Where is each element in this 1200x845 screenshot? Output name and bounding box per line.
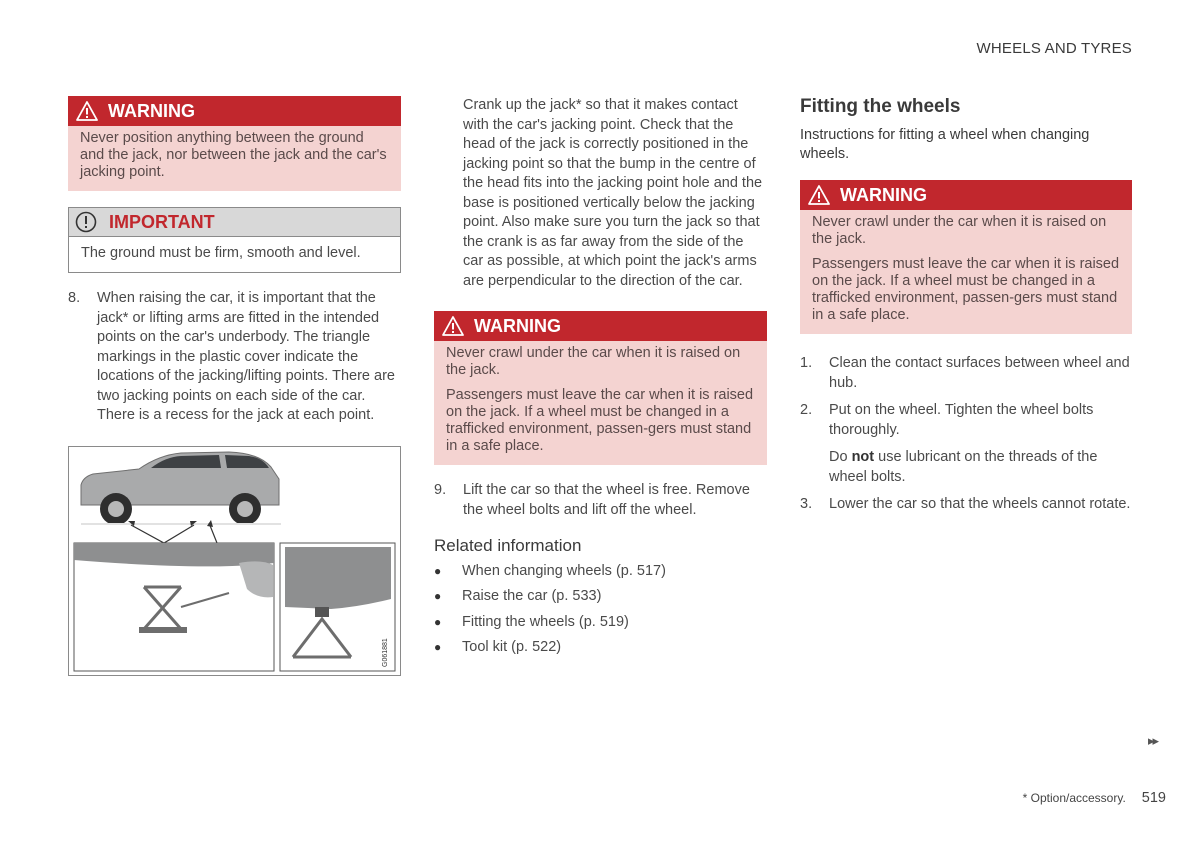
warning-header [68,96,401,126]
related-info-heading: Related information [434,536,582,555]
warning-header [800,180,1132,210]
step-9 [434,481,767,520]
page-footer [1023,790,1166,806]
warning-box [434,311,767,465]
fit-step-2 [800,401,1132,487]
jack-detail-right [280,543,395,671]
important-title: IMPORTANT [109,211,215,232]
warning-text: Never position anything between the ground and the jack, nor between the jack and the car's jacking point. [80,130,387,180]
figure-code: G061881 [382,637,389,667]
warning-triangle-icon [76,101,98,121]
step-number: 3. [800,496,813,512]
step-text: Put on the wheel. Tighten the wheel bolts thoroughly. [829,402,1094,438]
step-note: Do not use lubricant on the threads of the wheel bolts. [829,449,1098,485]
warning-box [800,180,1132,334]
step-text: Clean the contact surfaces between wheel and hub. [829,355,1130,391]
bullet-icon: ● [434,589,442,604]
step-number: 9. [434,482,447,498]
related-link[interactable]: ● Raise the car (p. 533) [434,588,602,605]
section-title: Fitting the wheels [800,96,961,117]
bullet-icon: ● [434,640,442,655]
warning-text-2: Passengers must leave the car when it is raised on the jack. If a wheel must be changed in a trafficked environment, passen-gers must stand in a safe place. [446,387,754,454]
warning-triangle-icon [808,185,830,205]
related-link[interactable]: ● Fitting the wheels (p. 519) [434,613,629,630]
continue-arrow-icon: ▸▸ [1148,733,1158,748]
jacking-figure-drawing [69,447,400,675]
column-right [800,96,1132,515]
warning-text-1: Never crawl under the car when it is raised on the jack. [446,345,741,378]
footnote: * Option/accessory. [1022,791,1126,805]
continued-step-text: Crank up the jack* so that it makes contact with the car's jacking point. Check that the head of the jack is correctly positioned in the jacking point so that the bump in the centre of the head fits into the jacking point hole and the base is positioned vertically below the jacking point. Also make sure you turn the jack so that the crank is as far away from the side of the car as possible, at which point the jack's arms are perpendicular to the direction of the car. [463,97,763,289]
warning-triangle-icon [442,316,464,336]
warning-text-1: Never crawl under the car when it is raised on the jack. [812,214,1107,247]
column-left [68,96,401,676]
step-text: Lift the car so that the wheel is free. Remove the wheel bolts and lift off the wheel. [463,482,750,518]
related-link[interactable]: ● When changing wheels (p. 517) [434,562,666,579]
related-link[interactable]: ● Tool kit (p. 522) [434,639,562,656]
car-illustration [81,452,281,525]
section-header: WHEELS AND TYRES [976,40,1132,57]
step-number: 8. [68,290,81,306]
step-text: When raising the car, it is important that the jack* or lifting arms are fitted in the intended points on the car's underbody. The triangle markings in the plastic cover indicate the locations of the jacking/lifting points. There are two jacking points on each side of the car. There is a recess for the jack at each point. [97,290,395,423]
important-box [68,207,401,273]
step-number: 1. [800,355,813,371]
bullet-icon: ● [434,563,442,578]
important-header [69,208,400,237]
warning-box [68,96,401,191]
warning-title: WARNING [474,315,561,336]
jack-detail-left [74,543,274,671]
related-info-list [434,558,767,660]
warning-text-2: Passengers must leave the car when it is raised on the jack. If a wheel must be changed in a trafficked environment, passen-gers must stand in a safe place. [812,256,1120,323]
step-number: 2. [800,402,813,418]
step-8 [68,289,401,426]
exclamation-circle-icon [75,211,97,233]
warning-title: WARNING [108,100,195,121]
step-text: Lower the car so that the wheels cannot rotate. [829,496,1131,512]
section-intro: Instructions for fitting a wheel when changing wheels. [800,127,1090,162]
fit-step-1 [800,354,1132,393]
warning-title: WARNING [840,184,927,205]
warning-header [434,311,767,341]
jacking-illustration [68,446,401,676]
fit-step-3 [800,495,1132,515]
important-text: The ground must be firm, smooth and level. [81,245,361,261]
column-middle [434,96,767,660]
bullet-icon: ● [434,614,442,629]
page-number: 519 [1141,790,1166,806]
